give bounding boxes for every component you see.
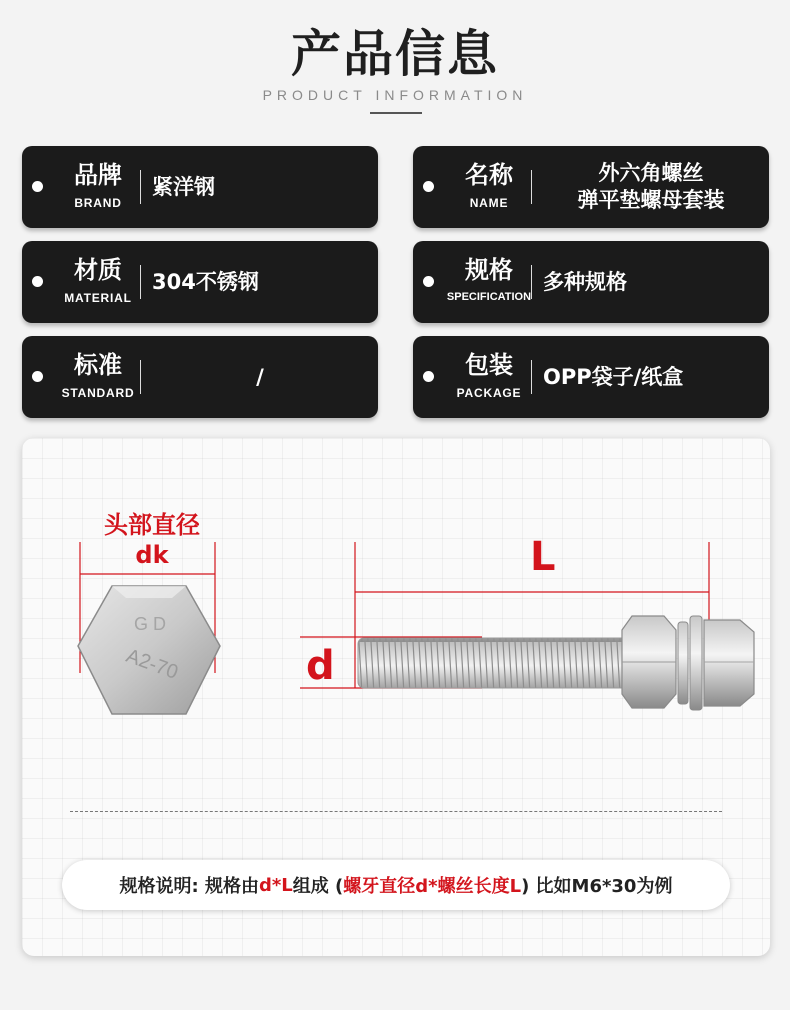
spec-label-cn: 材质 — [74, 256, 122, 284]
spec-label-en: STANDARD — [61, 386, 135, 400]
bullet-icon — [32, 181, 43, 192]
page-subtitle: PRODUCT INFORMATION — [262, 87, 528, 103]
spec-explanation — [62, 860, 730, 910]
head-marking: A2-70 — [123, 644, 181, 684]
spec-label-cn: 名称 — [465, 161, 513, 189]
diameter-label: d — [306, 643, 335, 689]
spec-label-en: NAME — [469, 196, 509, 210]
note-dl: d*L — [259, 874, 293, 896]
spec-card-specification — [413, 241, 769, 323]
spec-label — [437, 350, 541, 400]
head-diameter-label-dk: dk — [135, 541, 169, 569]
spec-label-en: MATERIAL — [64, 291, 132, 305]
head-marking-top: G D — [133, 614, 167, 634]
note-suffix: ) 比如M6*30为例 — [521, 876, 673, 897]
head-diameter-label-cn: 头部直径 — [104, 511, 200, 539]
divider — [531, 170, 532, 204]
spec-value: 紧洋钢 — [152, 174, 215, 199]
spec-value: / — [256, 364, 264, 389]
spec-label-en: BRAND — [74, 196, 122, 210]
spec-card-material — [22, 241, 378, 323]
title-divider — [370, 112, 422, 114]
divider — [531, 360, 532, 394]
spec-card-package — [413, 336, 769, 418]
length-label: L — [530, 534, 556, 580]
note-prefix: 规格说明: 规格由 — [119, 876, 259, 897]
divider — [140, 170, 141, 204]
bullet-icon — [423, 181, 434, 192]
page-title: 产品信息 — [291, 25, 499, 83]
bullet-icon — [423, 371, 434, 382]
divider — [140, 360, 141, 394]
dimension-diagram — [22, 438, 770, 956]
bullet-icon — [32, 371, 43, 382]
bullet-icon — [32, 276, 43, 287]
spec-label — [46, 160, 150, 210]
note-detail: 螺牙直径d*螺丝长度L — [343, 876, 522, 897]
spec-label — [437, 255, 541, 303]
spec-label-cn: 规格 — [465, 256, 513, 284]
bullet-icon — [423, 276, 434, 287]
divider — [140, 265, 141, 299]
bolt-head-image — [62, 538, 242, 738]
spec-card-standard — [22, 336, 378, 418]
spec-label-en: PACKAGE — [456, 386, 522, 400]
spec-value — [543, 146, 759, 228]
dashed-divider — [70, 811, 722, 812]
spec-value: 304不锈钢 — [152, 269, 259, 294]
note-middle: 组成 ( — [292, 876, 344, 897]
spec-label-cn: 包装 — [465, 351, 513, 379]
spec-card-brand — [22, 146, 378, 228]
spec-value-line2: 弹平垫螺母套装 — [577, 188, 725, 212]
spec-value-line1: 外六角螺丝 — [598, 161, 704, 185]
bolt-side-image — [292, 538, 762, 728]
spec-value: 多种规格 — [543, 269, 627, 294]
spec-label — [46, 350, 150, 400]
spec-card-name — [413, 146, 769, 228]
spec-label — [437, 160, 541, 210]
divider — [531, 265, 532, 299]
spec-label — [46, 255, 150, 305]
spec-label-cn: 品牌 — [74, 161, 122, 189]
spec-value: OPP袋子/纸盒 — [543, 364, 684, 389]
spec-label-cn: 标准 — [74, 351, 122, 379]
spec-label-en: SPECIFICATION — [446, 291, 532, 303]
